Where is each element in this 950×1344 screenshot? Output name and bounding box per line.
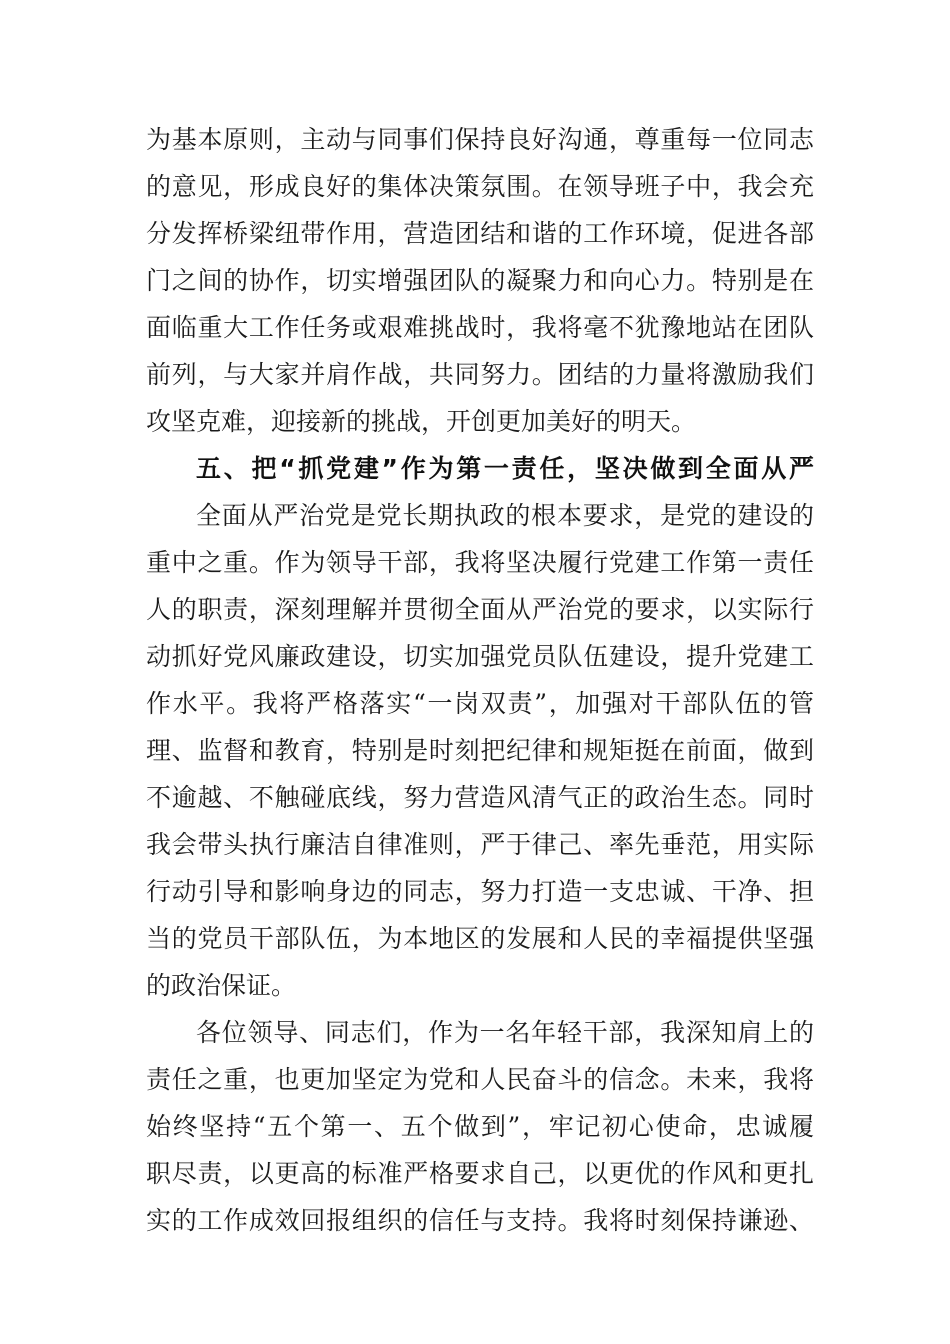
paragraph-line: 重中之重。作为领导干部，我将坚决履行党建工作第一责任 xyxy=(146,548,814,577)
paragraph-line: 作水平。我将严格落实“一岗双责”，加强对干部队伍的管 xyxy=(146,689,814,718)
paragraph-line: 始终坚持“五个第一、五个做到”，牢记初心使命，忠诚履 xyxy=(146,1112,814,1141)
paragraph-line: 职尽责，以更高的标准严格要求自己，以更优的作风和更扎 xyxy=(146,1159,814,1188)
paragraph-line: 分发挥桥梁纽带作用，营造团结和谐的工作环境，促进各部 xyxy=(146,219,814,248)
paragraph-line: 人的职责，深刻理解并贯彻全面从严治党的要求，以实际行 xyxy=(146,595,814,624)
paragraph-line: 理、监督和教育，特别是时刻把纪律和规矩挺在前面，做到 xyxy=(146,736,814,765)
paragraph-line: 责任之重，也更加坚定为党和人民奋斗的信念。未来，我将 xyxy=(146,1065,814,1094)
paragraph-line: 面临重大工作任务或艰难挑战时，我将毫不犹豫地站在团队 xyxy=(146,313,814,342)
paragraph-line: 不逾越、不触碰底线，努力营造风清气正的政治生态。同时 xyxy=(146,783,814,812)
paragraph-line: 的政治保证。 xyxy=(146,971,297,1000)
paragraph-line: 各位领导、同志们，作为一名年轻干部，我深知肩上的 xyxy=(196,1018,814,1047)
paragraph-line: 动抓好党风廉政建设，切实加强党员队伍建设，提升党建工 xyxy=(146,642,814,671)
paragraph-line: 前列，与大家并肩作战，共同努力。团结的力量将激励我们 xyxy=(146,360,814,389)
paragraph-line: 门之间的协作，切实增强团队的凝聚力和向心力。特别是在 xyxy=(146,266,814,295)
paragraph-line: 实的工作成效回报组织的信任与支持。我将时刻保持谦逊、 xyxy=(146,1206,814,1235)
paragraph-line: 我会带头执行廉洁自律准则，严于律己、率先垂范，用实际 xyxy=(146,830,814,859)
paragraph-line: 为基本原则，主动与同事们保持良好沟通，尊重每一位同志 xyxy=(146,125,814,154)
paragraph-line: 的意见，形成良好的集体决策氛围。在领导班子中，我会充 xyxy=(146,172,814,201)
paragraph-line: 行动引导和影响身边的同志，努力打造一支忠诚、干净、担 xyxy=(146,877,814,906)
paragraph-line: 全面从严治党是党长期执政的根本要求，是党的建设的 xyxy=(196,501,814,530)
paragraph-line: 当的党员干部队伍，为本地区的发展和人民的幸福提供坚强 xyxy=(146,924,814,953)
paragraph-line: 攻坚克难，迎接新的挑战，开创更加美好的明天。 xyxy=(146,407,697,436)
section-heading: 五、把“抓党建”作为第一责任，坚决做到全面从严 xyxy=(196,454,814,483)
